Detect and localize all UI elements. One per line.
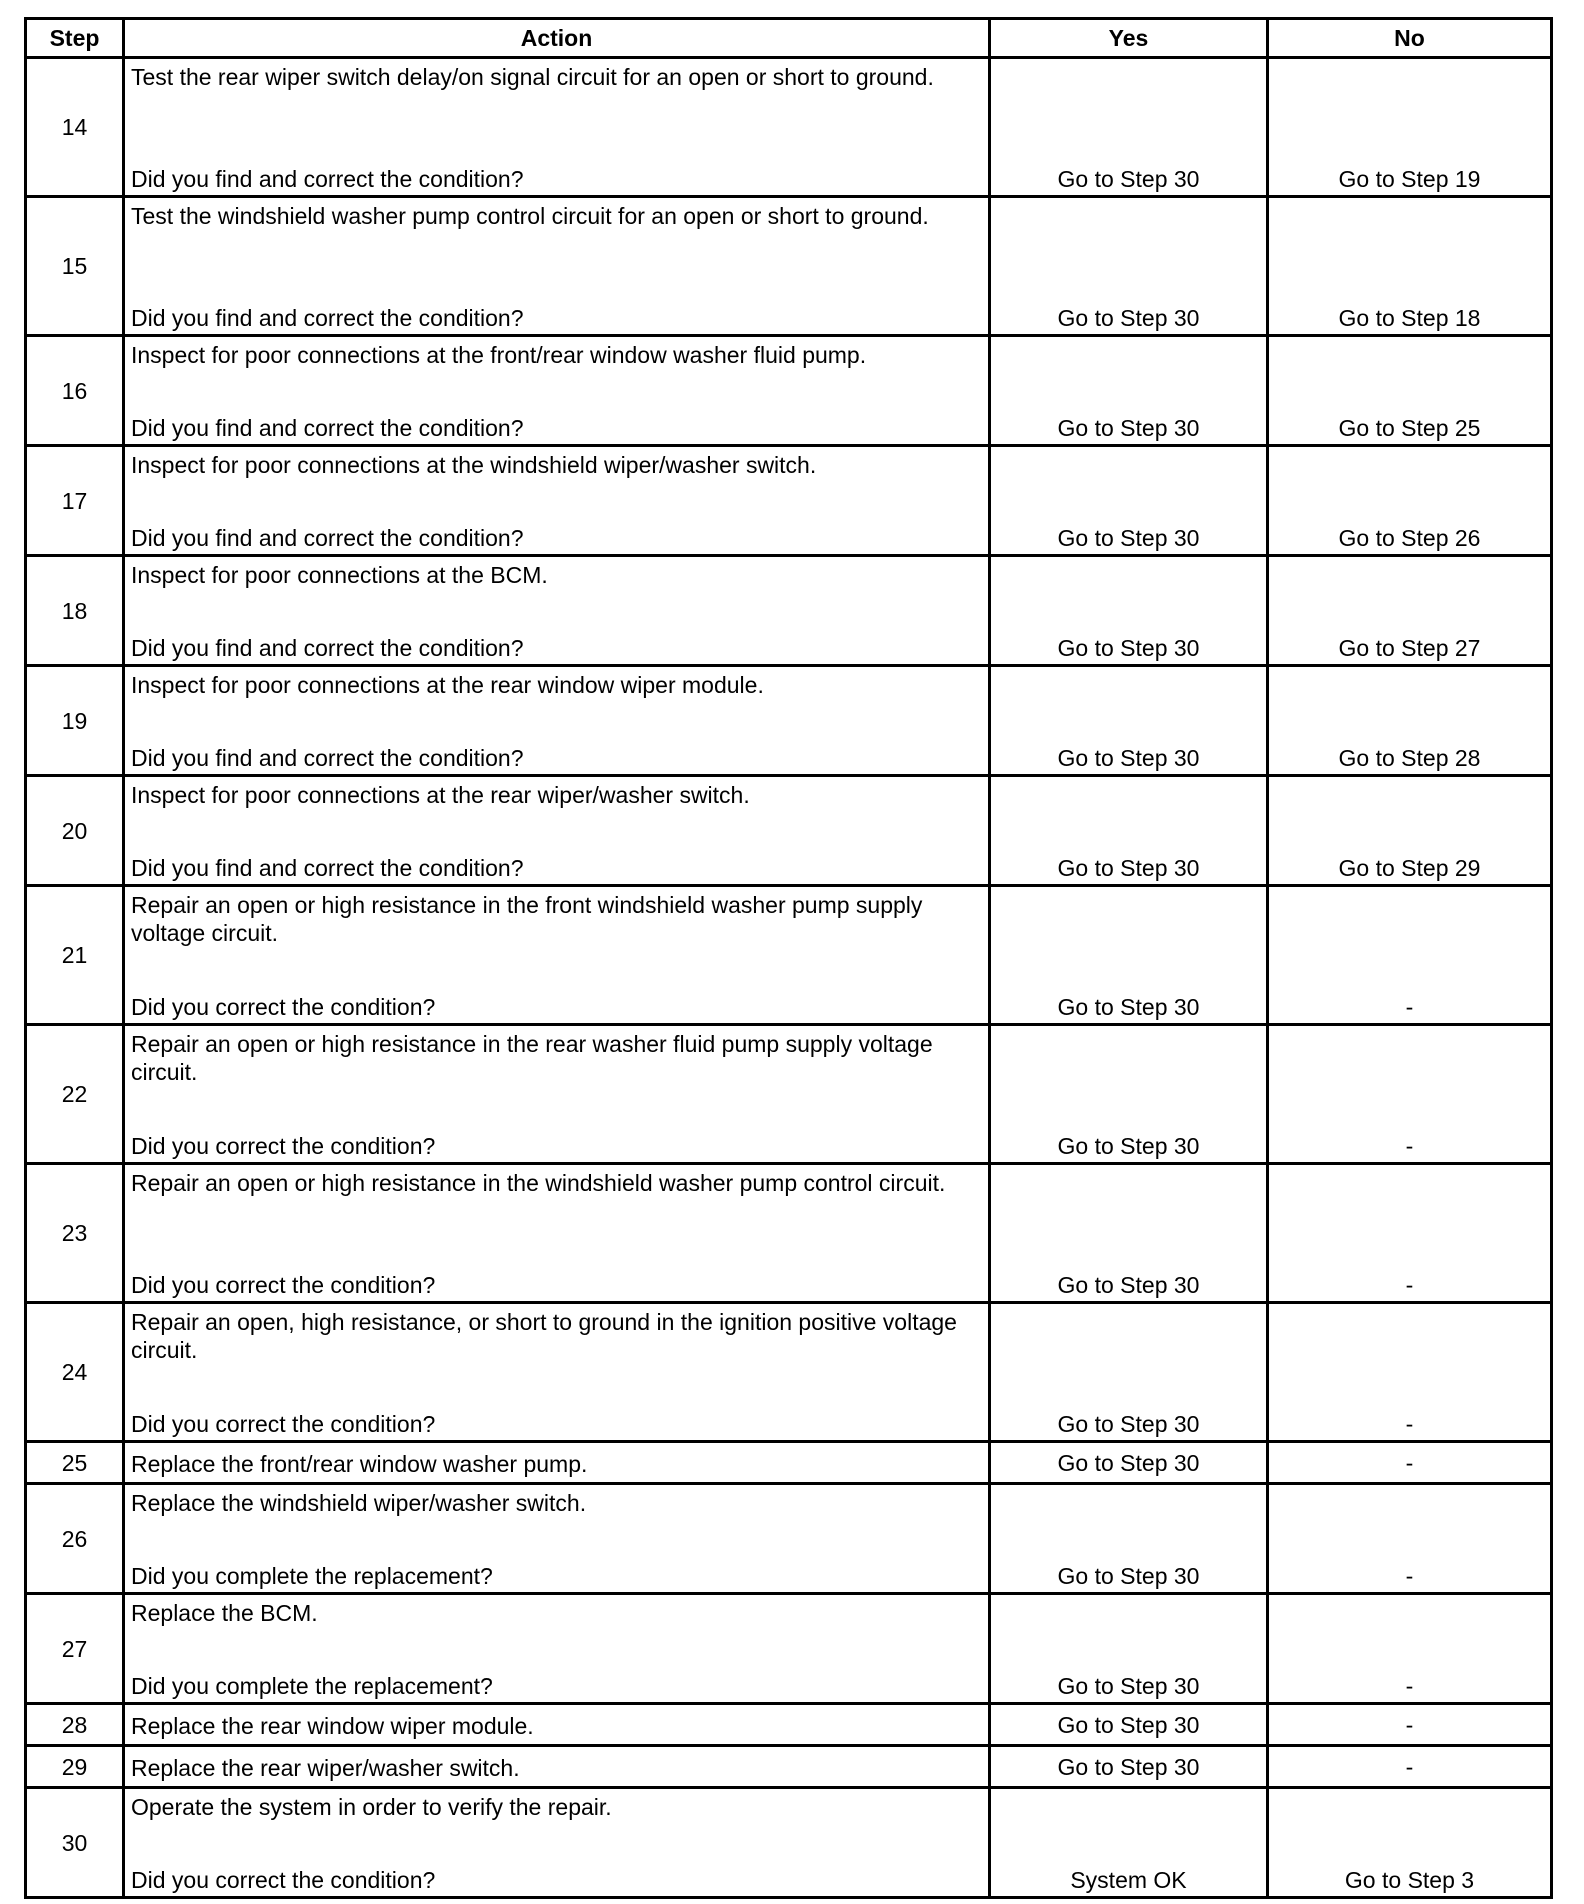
diagnostic-table [24,17,1553,1899]
action-cell [124,556,990,666]
header-no: No [1268,19,1552,58]
action-question: Did you correct the condition? [131,1867,436,1893]
no-cell: - [1268,1484,1552,1594]
no-cell: - [1268,1746,1552,1788]
action-cell [124,666,990,776]
action-cell [124,1746,990,1788]
yes-cell: Go to Step 30 [990,1594,1268,1704]
yes-cell: Go to Step 30 [990,1164,1268,1303]
step-cell: 24 [26,1303,124,1442]
action-cell [124,58,990,197]
step-cell: 15 [26,197,124,336]
action-question: Did you find and correct the condition? [131,415,524,441]
table-row [26,1164,1552,1303]
step-cell: 22 [26,1025,124,1164]
action-instruction: Inspect for poor connections at the windshield wiper/washer switch. [131,452,817,478]
yes-cell: Go to Step 30 [990,1303,1268,1442]
header-row [26,19,1552,58]
yes-cell: Go to Step 30 [990,666,1268,776]
action-instruction: Test the windshield washer pump control circuit for an open or short to ground. [131,203,929,229]
no-cell: - [1268,1594,1552,1704]
action-cell [124,446,990,556]
table-row [26,1788,1552,1898]
yes-cell: System OK [990,1788,1268,1898]
action-cell [124,1704,990,1746]
step-cell: 18 [26,556,124,666]
table-row [26,1484,1552,1594]
yes-cell: Go to Step 30 [990,886,1268,1025]
table-row [26,1025,1552,1164]
no-cell: - [1268,1704,1552,1746]
action-question: Did you correct the condition? [131,1411,436,1437]
no-cell: Go to Step 29 [1268,776,1552,886]
header-step: Step [26,19,124,58]
yes-cell: Go to Step 30 [990,446,1268,556]
action-question: Did you find and correct the condition? [131,166,524,192]
yes-cell: Go to Step 30 [990,1025,1268,1164]
no-cell: - [1268,1164,1552,1303]
action-question: Did you complete the replacement? [131,1673,493,1699]
action-instruction: Test the rear wiper switch delay/on signal circuit for an open or short to ground. [131,64,934,90]
action-instruction: Repair an open or high resistance in the windshield washer pump control circuit. [131,1170,946,1196]
table-row [26,446,1552,556]
step-cell: 23 [26,1164,124,1303]
action-instruction: Inspect for poor connections at the rear window wiper module. [131,672,764,698]
table-row [26,666,1552,776]
action-instruction: Repair an open, high resistance, or short to ground in the ignition positive voltage circuit. [131,1309,957,1363]
action-question: Did you correct the condition? [131,994,436,1020]
action-instruction: Inspect for poor connections at the rear wiper/washer switch. [131,782,750,808]
action-cell [124,1303,990,1442]
action-instruction: Operate the system in order to verify the repair. [131,1794,612,1820]
step-cell: 25 [26,1442,124,1484]
action-question: Did you complete the replacement? [131,1563,493,1589]
no-cell: Go to Step 25 [1268,336,1552,446]
yes-cell: Go to Step 30 [990,556,1268,666]
yes-cell: Go to Step 30 [990,197,1268,336]
no-cell: - [1268,1303,1552,1442]
yes-cell: Go to Step 30 [990,58,1268,197]
step-cell: 14 [26,58,124,197]
no-cell: - [1268,886,1552,1025]
table-row [26,776,1552,886]
step-cell: 29 [26,1746,124,1788]
yes-cell: Go to Step 30 [990,776,1268,886]
header-yes: Yes [990,19,1268,58]
table-row [26,1746,1552,1788]
step-cell: 27 [26,1594,124,1704]
table-body [26,58,1552,1898]
step-cell: 30 [26,1788,124,1898]
action-cell [124,776,990,886]
action-question: Did you find and correct the condition? [131,525,524,551]
action-instruction: Inspect for poor connections at the BCM. [131,562,548,588]
no-cell: Go to Step 27 [1268,556,1552,666]
action-cell [124,1788,990,1898]
yes-cell: Go to Step 30 [990,336,1268,446]
action-instruction: Replace the BCM. [131,1600,318,1626]
no-cell: Go to Step 28 [1268,666,1552,776]
table-row [26,1442,1552,1484]
table-row [26,556,1552,666]
no-cell: Go to Step 18 [1268,197,1552,336]
action-question: Did you find and correct the condition? [131,855,524,881]
action-instruction: Replace the rear window wiper module. [131,1712,534,1739]
header-action: Action [124,19,990,58]
no-cell: Go to Step 19 [1268,58,1552,197]
action-cell [124,1594,990,1704]
action-instruction: Replace the windshield wiper/washer switch. [131,1490,587,1516]
table-row [26,1303,1552,1442]
step-cell: 28 [26,1704,124,1746]
yes-cell: Go to Step 30 [990,1704,1268,1746]
step-cell: 20 [26,776,124,886]
action-question: Did you correct the condition? [131,1272,436,1298]
table-row [26,58,1552,197]
action-cell [124,1484,990,1594]
step-cell: 17 [26,446,124,556]
action-instruction: Replace the front/rear window washer pump. [131,1450,588,1477]
yes-cell: Go to Step 30 [990,1746,1268,1788]
action-question: Did you find and correct the condition? [131,635,524,661]
action-cell [124,1164,990,1303]
action-instruction: Repair an open or high resistance in the front windshield washer pump supply voltage circuit. [131,892,923,946]
no-cell: Go to Step 3 [1268,1788,1552,1898]
table-row [26,1594,1552,1704]
step-cell: 19 [26,666,124,776]
no-cell: - [1268,1442,1552,1484]
step-cell: 26 [26,1484,124,1594]
action-instruction: Replace the rear wiper/washer switch. [131,1754,520,1781]
table-row [26,886,1552,1025]
action-cell [124,1025,990,1164]
action-question: Did you find and correct the condition? [131,305,524,331]
yes-cell: Go to Step 30 [990,1442,1268,1484]
action-cell [124,886,990,1025]
yes-cell: Go to Step 30 [990,1484,1268,1594]
table-row [26,336,1552,446]
action-cell [124,197,990,336]
no-cell: Go to Step 26 [1268,446,1552,556]
action-cell [124,1442,990,1484]
action-question: Did you correct the condition? [131,1133,436,1159]
table-row [26,197,1552,336]
no-cell: - [1268,1025,1552,1164]
action-cell [124,336,990,446]
step-cell: 16 [26,336,124,446]
action-instruction: Repair an open or high resistance in the rear washer fluid pump supply voltage circuit. [131,1031,933,1085]
action-question: Did you find and correct the condition? [131,745,524,771]
step-cell: 21 [26,886,124,1025]
table-row [26,1704,1552,1746]
action-instruction: Inspect for poor connections at the front/rear window washer fluid pump. [131,342,867,368]
